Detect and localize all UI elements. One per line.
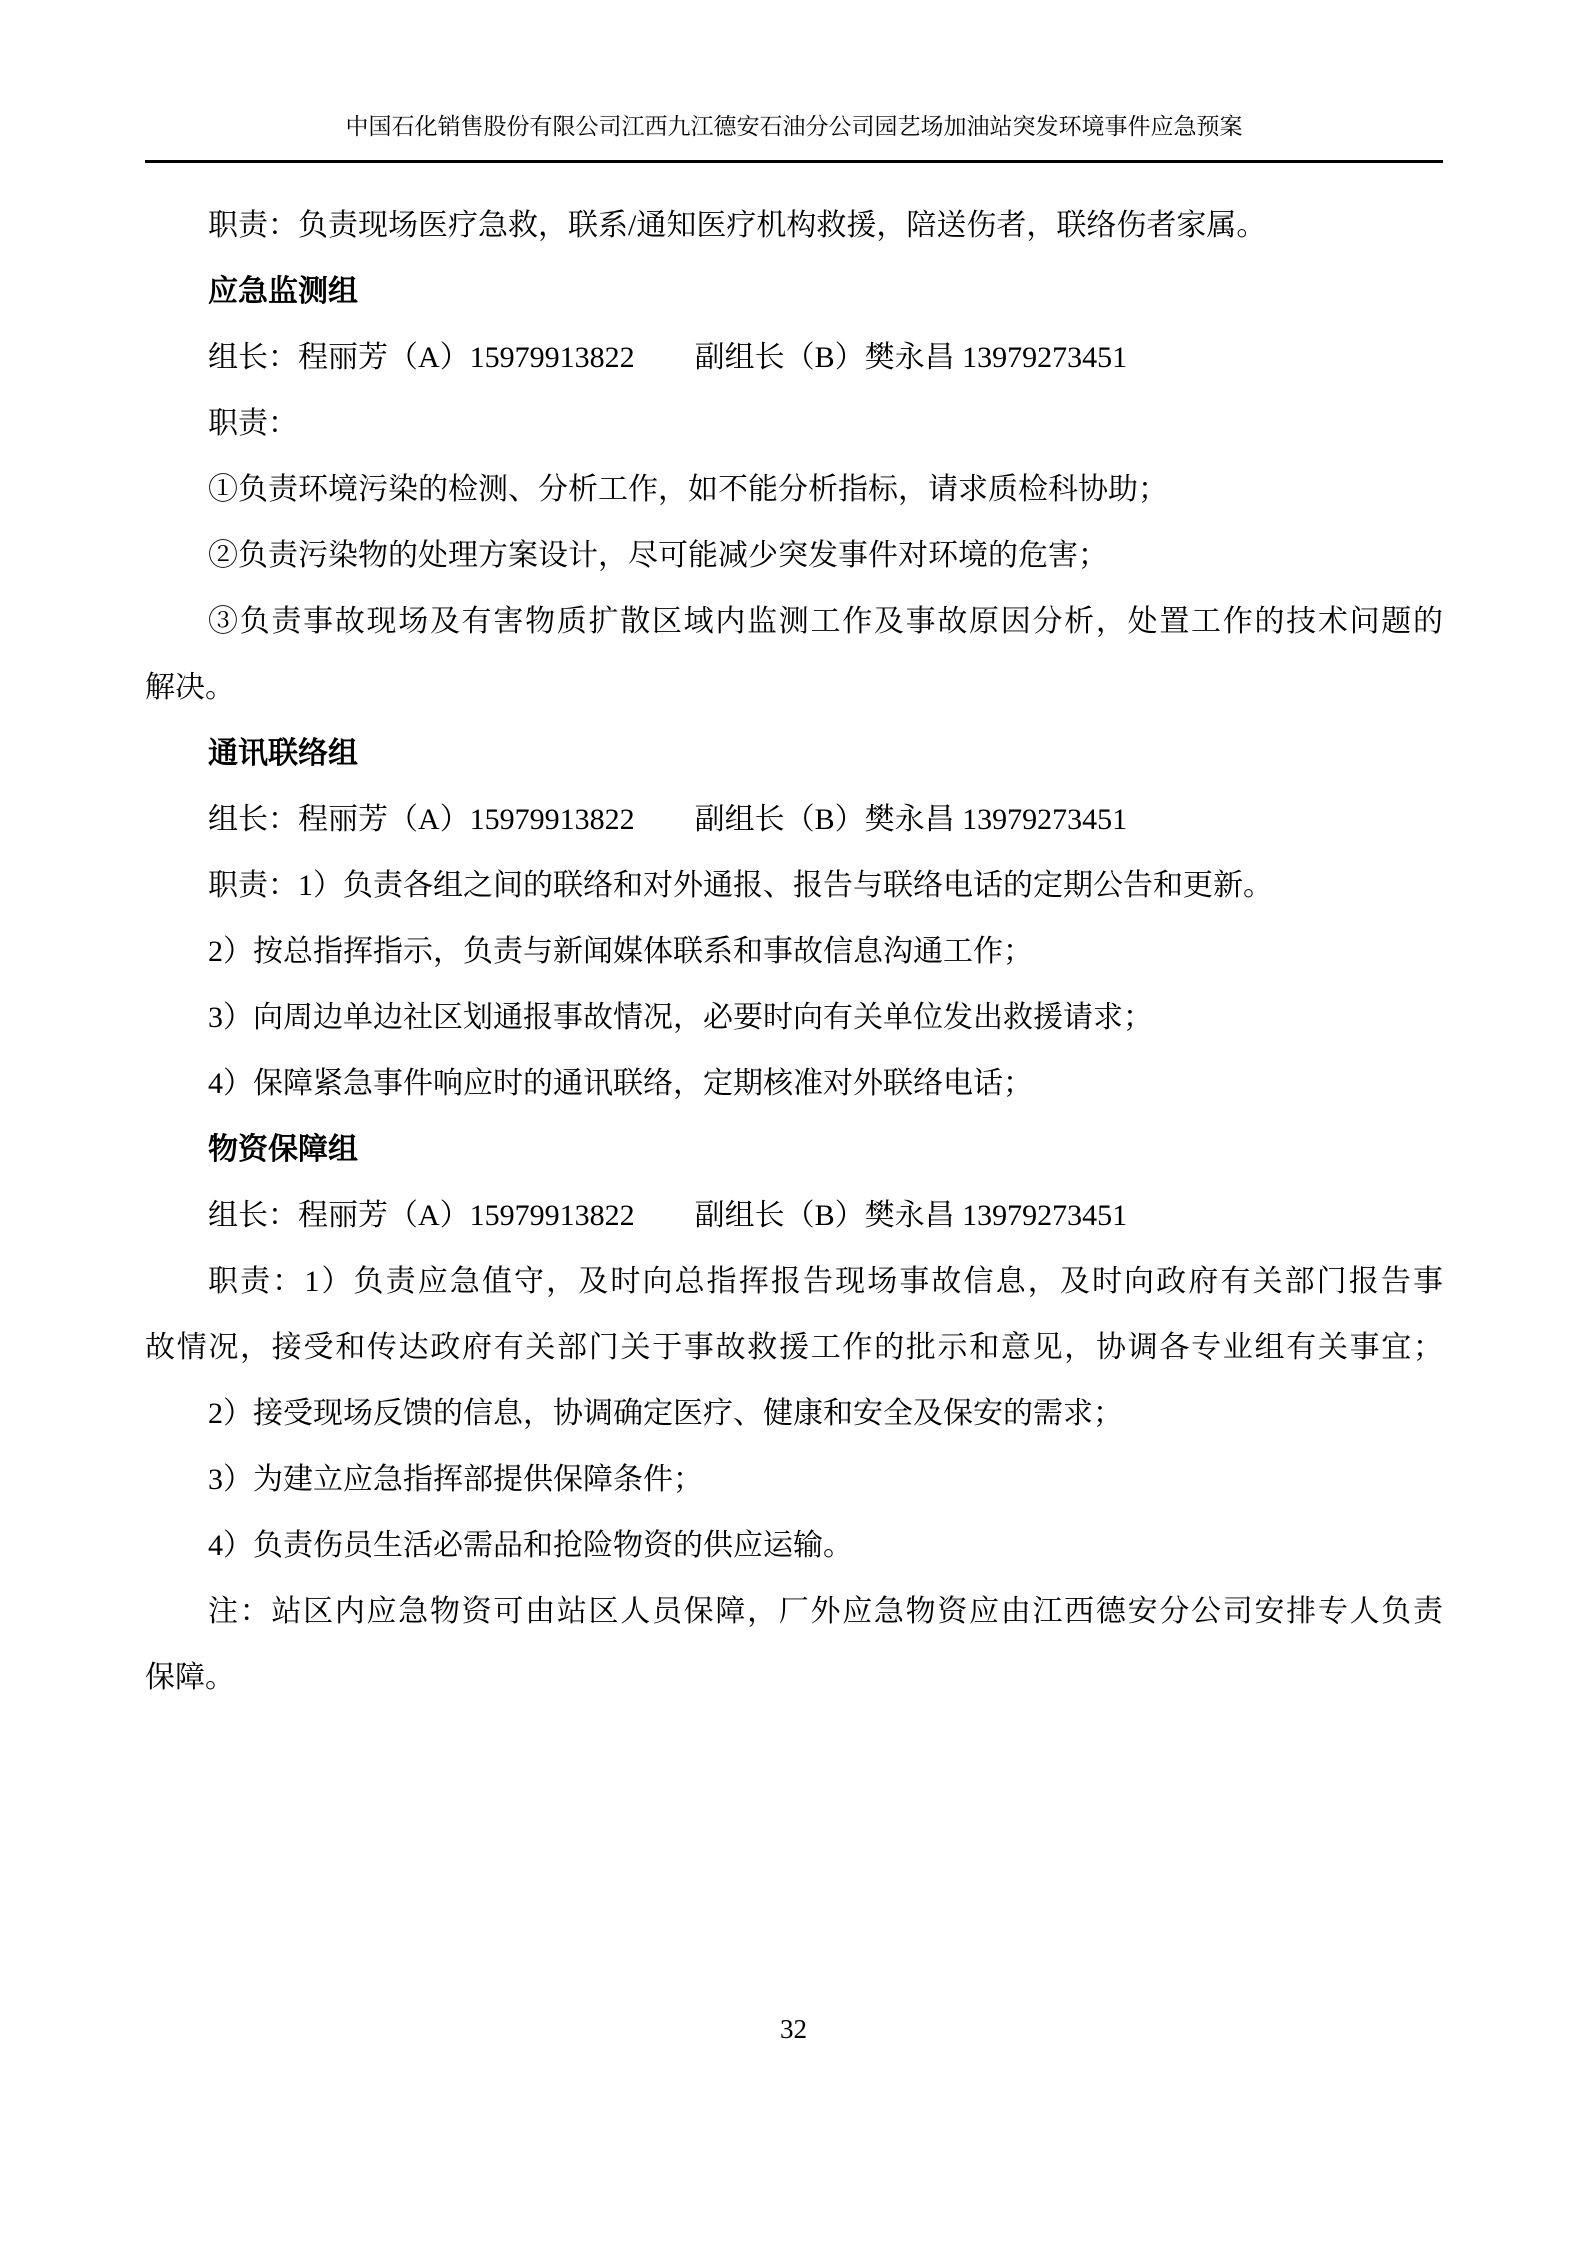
paragraph-line: 注：站区内应急物资可由站区人员保障，厂外应急物资应由江西德安分公司安排专人负责 <box>208 1595 1443 1628</box>
paragraph-line: 职责：1）负责各组之间的联络和对外通报、报告与联络电话的定期公告和更新。 <box>208 869 1273 902</box>
paragraph-line: 3）为建立应急指挥部提供保障条件； <box>208 1463 703 1496</box>
section-heading: 通讯联络组 <box>208 737 358 770</box>
paragraph-line: ③负责事故现场及有害物质扩散区域内监测工作及事故原因分析，处置工作的技术问题的 <box>208 605 1443 638</box>
paragraph-line: ①负责环境污染的检测、分析工作，如不能分析指标，请求质检科协助； <box>208 473 1168 506</box>
paragraph-line: 职责：负责现场医疗急救，联系/通知医疗机构救援，陪送伤者，联络伤者家属。 <box>208 209 1267 242</box>
paragraph-line: 2）按总指挥指示，负责与新闻媒体联系和事故信息沟通工作； <box>208 935 1033 968</box>
page-number: 32 <box>780 2014 807 2044</box>
header-divider-rule <box>145 160 1443 163</box>
paragraph-line: 3）向周边单边社区划通报事故情况，必要时向有关单位发出救援请求； <box>208 1001 1153 1034</box>
page-header-title: 中国石化销售股份有限公司江西九江德安石油分公司园艺场加油站突发环境事件应急预案 <box>345 114 1243 139</box>
document-body <box>145 193 1443 1711</box>
paragraph-line: 保障。 <box>145 1661 235 1694</box>
paragraph-line: 解决。 <box>145 671 235 704</box>
paragraph-line: 4）负责伤员生活必需品和抢险物资的供应运输。 <box>208 1529 853 1562</box>
paragraph-line: 故情况，接受和传达政府有关部门关于事故救援工作的批示和意见，协调各专业组有关事宜； <box>145 1331 1443 1364</box>
section-heading: 应急监测组 <box>208 275 358 308</box>
paragraph-line: 职责：1）负责应急值守，及时向总指挥报告现场事故信息，及时向政府有关部门报告事 <box>208 1265 1443 1298</box>
paragraph-line: 职责： <box>208 407 298 440</box>
paragraph-line: 组长：程丽芳（A）15979913822 副组长（B）樊永昌 13979273451 <box>208 803 1128 836</box>
paragraph-line: 组长：程丽芳（A）15979913822 副组长（B）樊永昌 13979273451 <box>208 341 1128 374</box>
section-heading: 物资保障组 <box>208 1133 358 1166</box>
paragraph-line: ②负责污染物的处理方案设计，尽可能减少突发事件对环境的危害； <box>208 539 1108 572</box>
paragraph-line: 组长：程丽芳（A）15979913822 副组长（B）樊永昌 13979273451 <box>208 1199 1128 1232</box>
paragraph-line: 2）接受现场反馈的信息，协调确定医疗、健康和安全及保安的需求； <box>208 1397 1123 1430</box>
paragraph-line: 4）保障紧急事件响应时的通讯联络，定期核准对外联络电话； <box>208 1067 1033 1100</box>
